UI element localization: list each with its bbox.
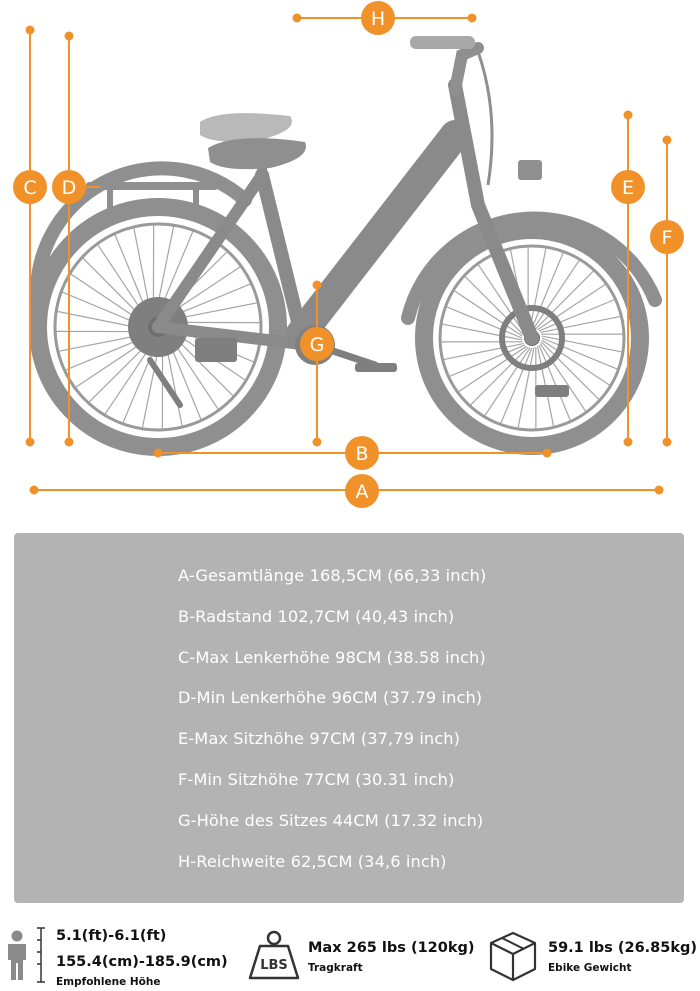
marker-d [52, 170, 86, 204]
ebike-weight-caption: Ebike Gewicht [548, 962, 632, 974]
spec-item-f: F-Min Sitzhöhe 77CM (30.31 inch) [178, 769, 455, 789]
spec-item-e: E-Max Sitzhöhe 97CM (37,79 inch) [178, 729, 461, 749]
spec-panel [14, 533, 684, 903]
height-range-cm: 155.4(cm)-185.9(cm) [56, 954, 228, 970]
svg-text:G: G [309, 334, 325, 356]
svg-text:D: D [61, 177, 77, 199]
marker-f [650, 220, 684, 254]
wheel-spoke [530, 248, 546, 328]
svg-text:E: E [621, 177, 635, 199]
marker-a [345, 474, 379, 508]
svg-text:H: H [370, 8, 386, 30]
marker-b [345, 436, 379, 470]
svg-text:F: F [661, 227, 673, 249]
wheel-spoke [542, 336, 622, 352]
marker-g [300, 327, 334, 361]
spec-item-c: C-Max Lenkerhöhe 98CM (38.58 inch) [178, 647, 486, 667]
spec-item-d: D-Min Lenkerhöhe 96CM (37.79 inch) [178, 688, 483, 708]
footer-specs [0, 918, 700, 991]
wheel-spoke [518, 348, 534, 428]
ebike-weight-value: 59.1 lbs (26.85kg) [548, 940, 697, 956]
spec-item-b: B-Radstand 102,7CM (40,43 inch) [178, 606, 455, 626]
spec-item-a: A-Gesamtlänge 168,5CM (66,33 inch) [178, 566, 487, 585]
load-capacity-caption: Tragkraft [308, 962, 363, 974]
height-bracket-icon [34, 926, 48, 984]
person-icon [4, 930, 30, 982]
marker-h [361, 1, 395, 35]
svg-text:A: A [355, 481, 369, 503]
spec-item-g: G-Höhe des Sitzes 44CM (17.32 inch) [178, 810, 484, 830]
marker-c [13, 170, 47, 204]
bike-illustration [37, 36, 655, 447]
svg-text:C: C [23, 177, 37, 199]
marker-e [611, 170, 645, 204]
height-range-ft: 5.1(ft)-6.1(ft) [56, 928, 167, 944]
weight-icon [248, 930, 300, 980]
box-icon [488, 930, 538, 982]
height-caption: Empfohlene Höhe [56, 976, 161, 988]
spec-list [178, 563, 486, 889]
spec-item-h: H-Reichweite 62,5CM (34,6 inch) [178, 851, 447, 871]
svg-text:LBS: LBS [260, 958, 288, 973]
wheel-spoke [442, 324, 522, 340]
svg-text:B: B [355, 443, 369, 465]
load-capacity-value: Max 265 lbs (120kg) [308, 940, 475, 956]
